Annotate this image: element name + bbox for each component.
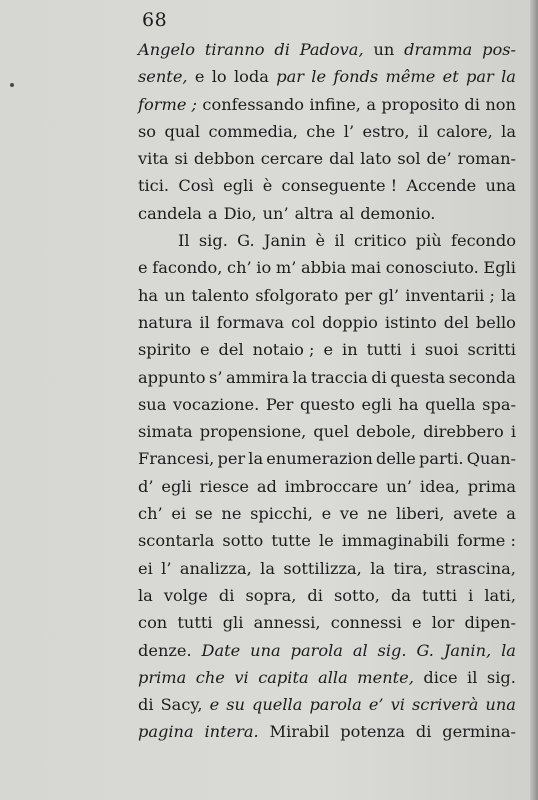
word: sente,: [138, 67, 188, 87]
text-line: [138, 63, 516, 90]
text-line: [138, 200, 516, 227]
word: al: [339, 203, 355, 223]
word: il: [467, 667, 478, 687]
word: infine,: [309, 94, 361, 114]
word: egli: [161, 476, 192, 496]
word: la: [138, 585, 153, 605]
word: la: [292, 367, 308, 387]
word: quella: [425, 394, 476, 414]
word: del: [443, 312, 469, 332]
word: ch’: [138, 504, 163, 524]
word: idea,: [419, 476, 460, 496]
word: volge: [163, 585, 208, 605]
word: Per: [265, 394, 294, 414]
word: fonds: [333, 67, 379, 87]
word: seconda: [448, 367, 516, 387]
word: commedia,: [208, 121, 298, 141]
word: spirito: [138, 340, 192, 360]
text-line: [138, 145, 516, 172]
word: connessi: [330, 613, 402, 633]
text-line: [138, 664, 516, 691]
word: ne: [221, 504, 242, 524]
word: e: [138, 258, 148, 278]
word: istinto: [384, 312, 437, 332]
word: simata: [138, 422, 193, 442]
text-line: [138, 91, 516, 118]
word: ammira: [226, 367, 289, 387]
text-line: [138, 282, 516, 309]
word: per: [344, 285, 373, 305]
word: dramma: [404, 40, 473, 59]
word: Così: [178, 176, 214, 196]
word: candela: [138, 203, 202, 223]
text-line: [138, 473, 516, 500]
word: la: [260, 558, 275, 578]
word: Janin: [263, 231, 307, 251]
word: so: [138, 121, 157, 141]
word: di: [274, 40, 290, 59]
word: che: [306, 121, 336, 141]
word: intera.: [204, 722, 259, 742]
word: analizza,: [179, 558, 252, 578]
word: parola: [290, 640, 343, 660]
word: ve: [339, 504, 359, 524]
text-line: [138, 691, 516, 718]
word: scontarla: [138, 531, 215, 551]
word: lato: [360, 149, 392, 169]
word: Francesi,: [138, 449, 215, 469]
word: abbia: [301, 258, 347, 278]
word: col: [291, 312, 316, 332]
word: talento: [191, 285, 249, 305]
word: sopra,: [245, 585, 297, 605]
word: in: [342, 340, 358, 360]
text-line: [138, 309, 516, 336]
word: una: [250, 640, 281, 660]
word: che: [195, 667, 225, 687]
word: sottilizza,: [283, 558, 362, 578]
word: lor: [431, 613, 455, 633]
word: immaginabili: [341, 531, 449, 551]
page-edge-shadow: [530, 0, 538, 800]
word: inventarii ;: [405, 285, 495, 305]
word: appunto: [138, 367, 206, 387]
word: la: [248, 449, 264, 469]
word: sig.: [486, 667, 516, 687]
word: di: [307, 585, 323, 605]
word: e: [321, 504, 332, 524]
word: egli: [223, 176, 254, 196]
word: la: [501, 640, 516, 660]
word: parti.: [419, 449, 464, 469]
word: di: [415, 722, 432, 742]
text-line: [138, 227, 516, 254]
word: è: [262, 176, 273, 196]
word: spa-: [482, 394, 516, 414]
word: ha: [138, 285, 159, 305]
text-line: [138, 637, 516, 664]
word: demonio.: [360, 203, 436, 223]
word: sua: [138, 394, 167, 414]
page-number: 68: [142, 9, 168, 31]
word: G.: [416, 640, 434, 660]
text-line: [138, 609, 516, 636]
word: notaio ;: [252, 340, 315, 360]
word: se: [194, 504, 213, 524]
word: liberi,: [396, 504, 445, 524]
word: cercare: [260, 149, 324, 169]
word: Sacy,: [160, 695, 203, 715]
word: una: [485, 176, 516, 196]
word: questo: [299, 394, 355, 414]
word: par: [276, 67, 304, 87]
word: prima: [467, 476, 516, 496]
word: potenza: [340, 722, 406, 742]
word: conseguente !: [281, 176, 398, 196]
word: il: [334, 231, 345, 251]
word: Date: [201, 640, 241, 660]
word: qual: [164, 121, 201, 141]
word: tutti: [421, 585, 458, 605]
word: capita: [258, 667, 309, 687]
word: i: [468, 585, 474, 605]
word: conosciuto.: [385, 258, 479, 278]
word: traccia: [310, 367, 368, 387]
word: la: [501, 121, 516, 141]
word: io: [256, 258, 272, 278]
word: forme ;: [138, 94, 198, 114]
word: una: [485, 695, 516, 715]
word: Accende: [406, 176, 477, 196]
text-line: [138, 254, 516, 281]
word: a: [366, 94, 376, 114]
word: avete: [453, 504, 498, 524]
word: suoi: [424, 340, 459, 360]
word: e: [199, 340, 210, 360]
word: i: [510, 422, 516, 442]
word: debbon: [193, 149, 255, 169]
word: del: [218, 340, 244, 360]
word: s’: [209, 367, 223, 387]
word: confessando: [202, 94, 304, 114]
word: di: [138, 695, 154, 715]
word: pos-: [482, 40, 516, 59]
ink-speck: [10, 83, 14, 87]
word: da: [390, 585, 411, 605]
word: i: [410, 340, 416, 360]
word: tutti: [177, 613, 213, 633]
word: e: [323, 340, 334, 360]
text-line: [138, 172, 516, 199]
word: Il: [178, 231, 190, 251]
word: il: [199, 312, 210, 332]
word: e: [411, 613, 422, 633]
word: si: [174, 149, 188, 169]
word: un’: [386, 476, 413, 496]
word: per: [217, 449, 246, 469]
word: di: [218, 585, 235, 605]
word: Dio,: [223, 203, 257, 223]
word: Mirabil: [269, 722, 330, 742]
word: loda: [233, 67, 269, 87]
word: tutti: [366, 340, 402, 360]
word: d’: [138, 476, 154, 496]
word: la: [501, 285, 516, 305]
text-line: [138, 555, 516, 582]
word: roman-: [457, 149, 516, 169]
word: debole,: [356, 422, 416, 442]
word: a: [506, 504, 516, 524]
word: vocazione.: [173, 394, 260, 414]
word: formava: [216, 312, 285, 332]
word: prima: [138, 667, 187, 687]
word: calore,: [436, 121, 493, 141]
word: non: [485, 94, 516, 114]
text-line: [138, 718, 516, 745]
word: par: [466, 67, 494, 87]
word: mente,: [357, 667, 414, 687]
word: di: [371, 367, 387, 387]
word: un: [373, 40, 395, 59]
word: vita: [138, 149, 169, 169]
word: la: [370, 558, 386, 578]
word: denze.: [138, 640, 192, 660]
word: e: [209, 695, 220, 715]
word: et: [442, 67, 459, 87]
word: pagina: [138, 722, 194, 742]
word: germina-: [442, 722, 516, 742]
text-line: [138, 336, 516, 363]
word: tutte: [271, 531, 311, 551]
word: gl’: [378, 285, 400, 305]
word: di: [464, 94, 480, 114]
word: quel: [313, 422, 349, 442]
word: Quan-: [466, 449, 516, 469]
word: ch’: [227, 258, 252, 278]
word: mai: [350, 258, 382, 278]
word: è: [315, 231, 326, 251]
word: ne: [367, 504, 388, 524]
word: altra: [294, 203, 334, 223]
word: e’: [368, 695, 384, 715]
word: più: [415, 231, 442, 251]
word: sig.: [198, 231, 228, 251]
word: lati,: [484, 585, 516, 605]
word: le: [311, 67, 327, 87]
text-line: [138, 418, 516, 445]
word: scritti: [467, 340, 516, 360]
word: vi: [390, 695, 405, 715]
word: direbbero: [423, 422, 504, 442]
word: riesce: [199, 476, 249, 496]
word: le: [318, 531, 334, 551]
word: de’: [426, 149, 452, 169]
word: ha: [398, 394, 419, 414]
body-text: [138, 36, 516, 746]
word: spicchi,: [250, 504, 313, 524]
word: l’: [161, 558, 172, 578]
word: sfolgorato: [255, 285, 339, 305]
word: ei: [171, 504, 187, 524]
word: dal: [329, 149, 355, 169]
word: sig.: [377, 640, 407, 660]
word: m’: [275, 258, 297, 278]
word: imbroccare: [284, 476, 379, 496]
text-line: [138, 582, 516, 609]
word: bello: [475, 312, 516, 332]
word: proposito: [381, 94, 460, 114]
word: G.: [237, 231, 255, 251]
word: Padova,: [299, 40, 364, 59]
word: egli: [361, 394, 392, 414]
word: natura: [138, 312, 193, 332]
text-line: [138, 500, 516, 527]
word: un: [164, 285, 186, 305]
word: ei: [138, 558, 153, 578]
text-line: [138, 445, 516, 472]
word: strascina,: [435, 558, 516, 578]
word: même: [385, 67, 436, 87]
word: sotto,: [333, 585, 380, 605]
text-line: [138, 391, 516, 418]
word: a: [207, 203, 218, 223]
word: vi: [234, 667, 249, 687]
text-line: [138, 364, 516, 391]
word: Janin,: [443, 640, 492, 660]
word: tici.: [138, 176, 170, 196]
word: sotto: [222, 531, 264, 551]
word: parola: [309, 695, 362, 715]
word: lo: [211, 67, 227, 87]
word: gli: [222, 613, 244, 633]
word: estro,: [362, 121, 410, 141]
word: quella: [252, 695, 303, 715]
word: l’: [343, 121, 355, 141]
word: ad: [256, 476, 277, 496]
word: forme :: [456, 531, 516, 551]
word: propensione,: [199, 422, 307, 442]
word: con: [138, 613, 168, 633]
word: tiranno: [204, 40, 265, 59]
word: Egli: [483, 258, 516, 278]
text-line: [138, 36, 516, 63]
word: facondo,: [152, 258, 223, 278]
word: su: [226, 695, 245, 715]
word: al: [352, 640, 368, 660]
word: delle: [375, 449, 416, 469]
word: scriverà: [411, 695, 479, 715]
word: e: [194, 67, 205, 87]
word: tira,: [393, 558, 428, 578]
text-line: [138, 527, 516, 554]
word: doppio: [322, 312, 378, 332]
word: dice: [423, 667, 458, 687]
word: un’: [262, 203, 289, 223]
word: il: [417, 121, 429, 141]
word: questa: [390, 367, 446, 387]
word: Angelo: [138, 40, 195, 59]
word: critico: [353, 231, 407, 251]
word: dipen-: [464, 613, 516, 633]
word: la: [501, 67, 516, 87]
word: alla: [318, 667, 348, 687]
word: sol: [397, 149, 421, 169]
word: annessi,: [253, 613, 321, 633]
word: fecondo: [451, 231, 516, 251]
word: enumerazion: [266, 449, 373, 469]
text-line: [138, 118, 516, 145]
